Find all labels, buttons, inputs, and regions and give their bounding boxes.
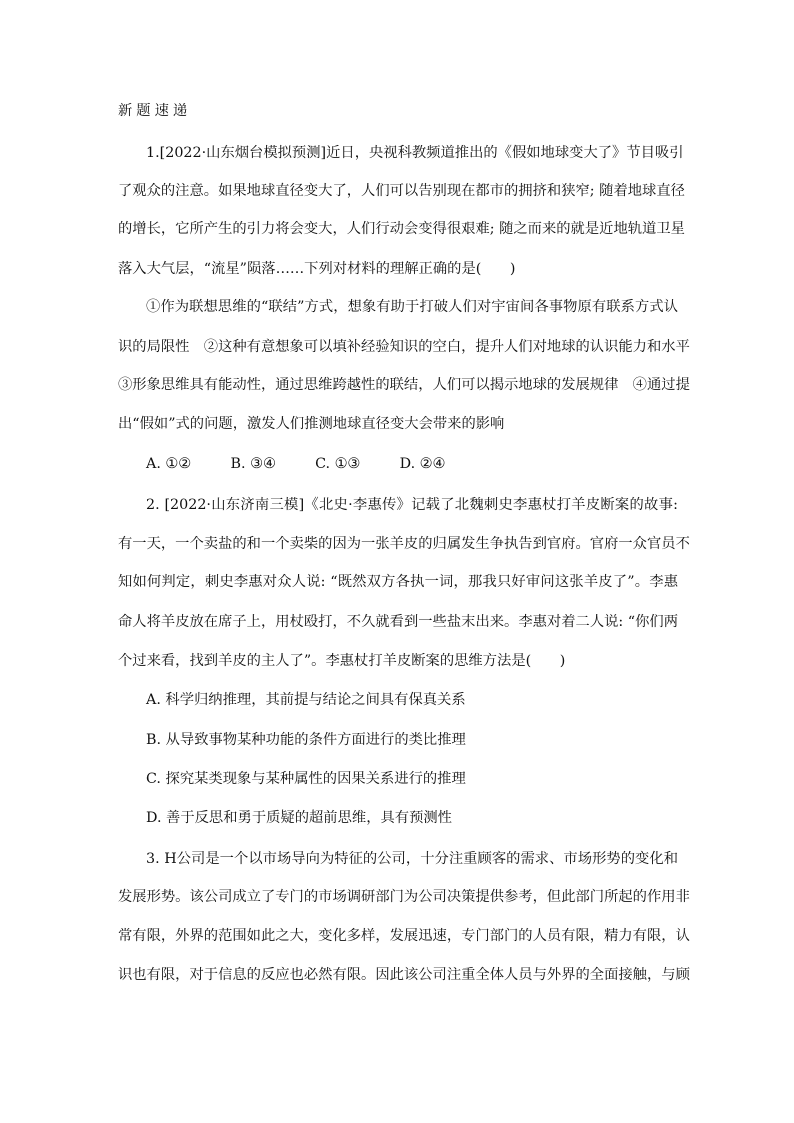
q1-line-4: 落入大气层，“流星”陨落……下列对材料的理解正确的是( ) xyxy=(118,261,516,277)
q2-option-a: A. 科学归纳推理，其前提与结论之间具有保真关系 xyxy=(146,692,466,708)
q1-options xyxy=(146,454,445,474)
q2-option-c: C. 探究某类现象与某种属性的因果关系进行的推理 xyxy=(146,771,466,787)
q1-statement-line-4: 出“假如”式的问题，激发人们推测地球直径变大会带来的影响 xyxy=(118,416,505,432)
q1-option-d: D. ②④ xyxy=(399,456,446,472)
q1-statement-line-3: ③形象思维具有能动性，通过思维跨越性的联结，人们可以揭示地球的发展规律 ④通过提 xyxy=(118,377,690,393)
q3-line-2: 发展形势。该公司成立了专门的市场调研部门为公司决策提供参考，但此部门所起的作用非 xyxy=(118,889,690,905)
q3-line-4: 识也有限，对于信息的反应也必然有限。因此该公司注重全体人员与外界的全面接触，与顾 xyxy=(118,967,690,983)
q2-line-3: 知如何判定，刺史李惠对众人说: “既然双方各执一词，那我只好审问这张羊皮了”。李惠 xyxy=(118,574,678,590)
q3-line-1: 3. H公司是一个以市场导向为特征的公司，十分注重顾客的需求、市场形势的变化和 xyxy=(146,851,678,867)
q2-line-5: 个过来看，找到羊皮的主人了”。李惠杖打羊皮断案的思维方法是( ) xyxy=(118,653,566,669)
q1-option-c: C. ①③ xyxy=(315,456,361,472)
section-heading: 新题速递 xyxy=(118,103,192,119)
q2-option-d: D. 善于反思和勇于质疑的超前思维，具有预测性 xyxy=(146,810,452,826)
q2-line-4: 命人将羊皮放在席子上，用杖殴打，不久就看到一些盐末出来。李惠对着二人说: “你们两 xyxy=(118,614,678,630)
q2-line-2: 有一天，一个卖盐的和一个卖柴的因为一张羊皮的归属发生争执告到官府。官府一众官员不 xyxy=(118,536,690,552)
q2-option-b: B. 从导致事物某种功能的条件方面进行的类比推理 xyxy=(146,732,466,748)
q1-statement-line-1: ①作为联想思维的“联结”方式，想象有助于打破人们对宇宙间各事物原有联系方式认 xyxy=(146,299,678,315)
q1-line-1: 1.[2022·山东烟台模拟预测]近日，央视科教频道推出的《假如地球变大了》节目吸引 xyxy=(146,145,684,161)
q1-option-a: A. ①② xyxy=(146,456,192,472)
q1-statement-line-2: 识的局限性 ②这种有意想象可以填补经验知识的空白，提升人们对地球的认识能力和水平 xyxy=(118,339,690,355)
q2-line-1: 2. [2022·山东济南三模]《北史·李惠传》记载了北魏刺史李惠杖打羊皮断案的故事: xyxy=(146,497,678,513)
q1-line-2: 了观众的注意。如果地球直径变大了，人们可以告别现在都市的拥挤和狭窄; 随着地球直径 xyxy=(118,183,685,199)
q3-line-3: 常有限，外界的范围如此之大，变化多样，发展迅速，专门部门的人员有限，精力有限，认 xyxy=(118,928,690,944)
q1-line-3: 的增长，它所产生的引力将会变大，人们行动会变得很艰难; 随之而来的就是近地轨道卫星 xyxy=(118,221,685,237)
q1-option-b: B. ③④ xyxy=(230,456,276,472)
